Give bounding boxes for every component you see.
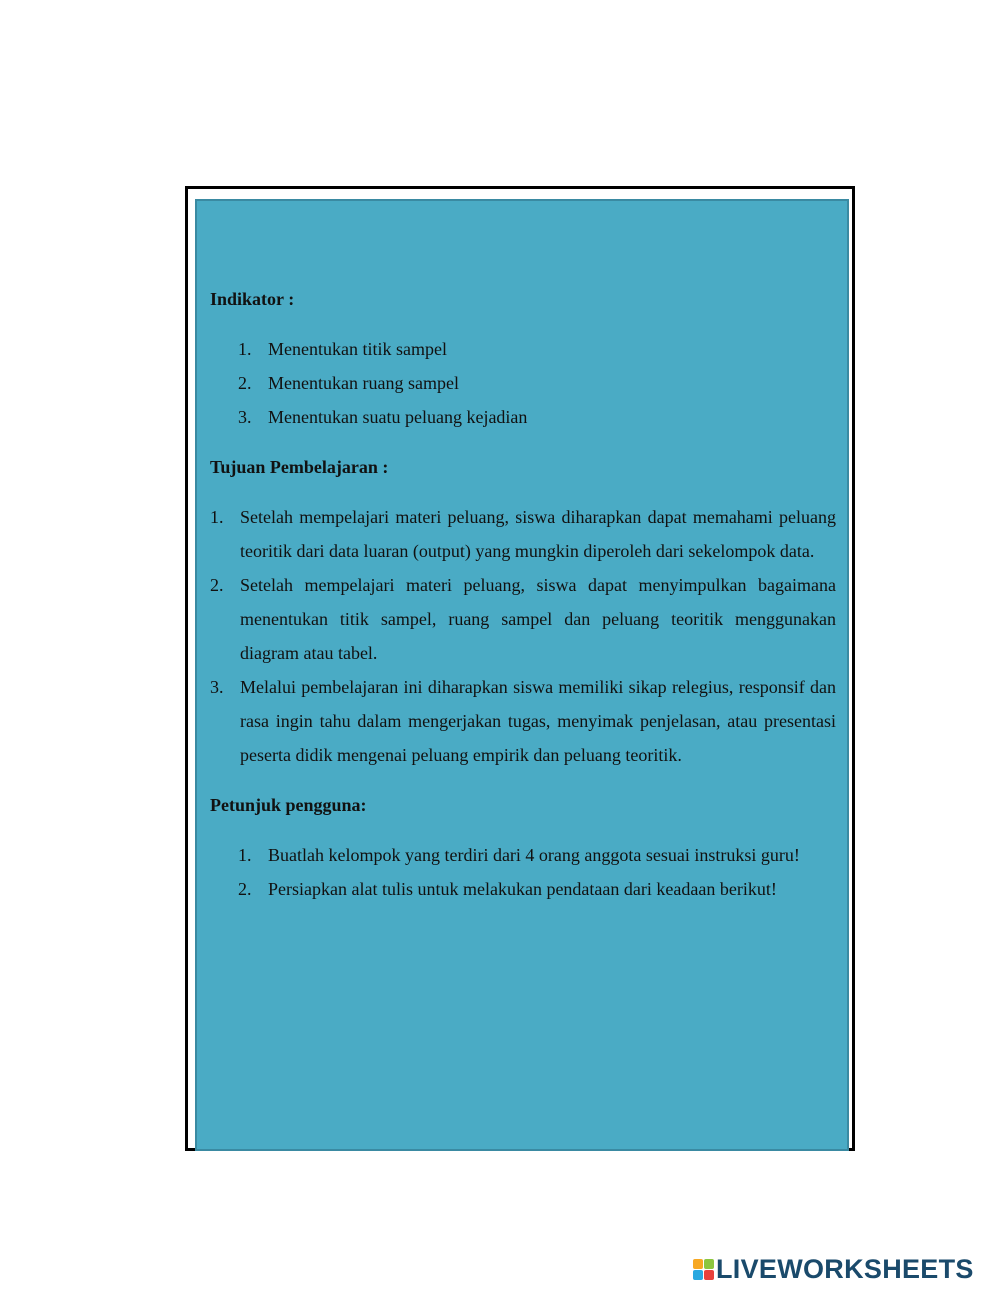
logo-square [704,1259,714,1269]
list-item: 2. Persiapkan alat tulis untuk melakukan pendataan dari keadaan berikut! [238,879,777,899]
worksheet-content [210,282,836,922]
list-item: 1. Setelah mempelajari materi peluang, siswa diharapkan dapat memahami peluang teoritik dari data luaran (output) yang mungkin diperoleh dari sekelompok data. [210,507,836,561]
list-item: 2. Menentukan ruang sampel [238,373,459,393]
list-item: 3. Melalui pembelajaran ini diharapkan siswa memiliki sikap relegius, responsif dan rasa ingin tahu dalam mengerjakan tugas, menyimak penjelasan, atau presentasi peserta didik mengenai peluang empirik dan peluang teoritik. [210,677,836,765]
tujuan-heading: Tujuan Pembelajaran : [210,457,389,477]
logo-square [693,1270,703,1280]
logo-square [693,1259,703,1269]
indikator-heading: Indikator : [210,289,295,309]
list-item: 1. Buatlah kelompok yang terdiri dari 4 orang anggota sesuai instruksi guru! [238,845,800,865]
petunjuk-heading: Petunjuk pengguna: [210,795,367,815]
list-item: 2. Setelah mempelajari materi peluang, siswa dapat menyimpulkan bagaimana menentukan titik sampel, ruang sampel dan peluang teoritik menggunakan diagram atau tabel. [210,575,836,663]
logo-square [704,1270,714,1280]
petunjuk-list [210,838,836,906]
logo-text: LIVEWORKSHEETS [716,1253,974,1284]
list-item: 3. Menentukan suatu peluang kejadian [238,407,528,427]
list-item: 1. Menentukan titik sampel [238,339,447,359]
tujuan-list [210,500,836,772]
logo-icon [693,1259,714,1280]
liveworksheets-logo [693,1254,974,1284]
indikator-list [210,332,836,434]
